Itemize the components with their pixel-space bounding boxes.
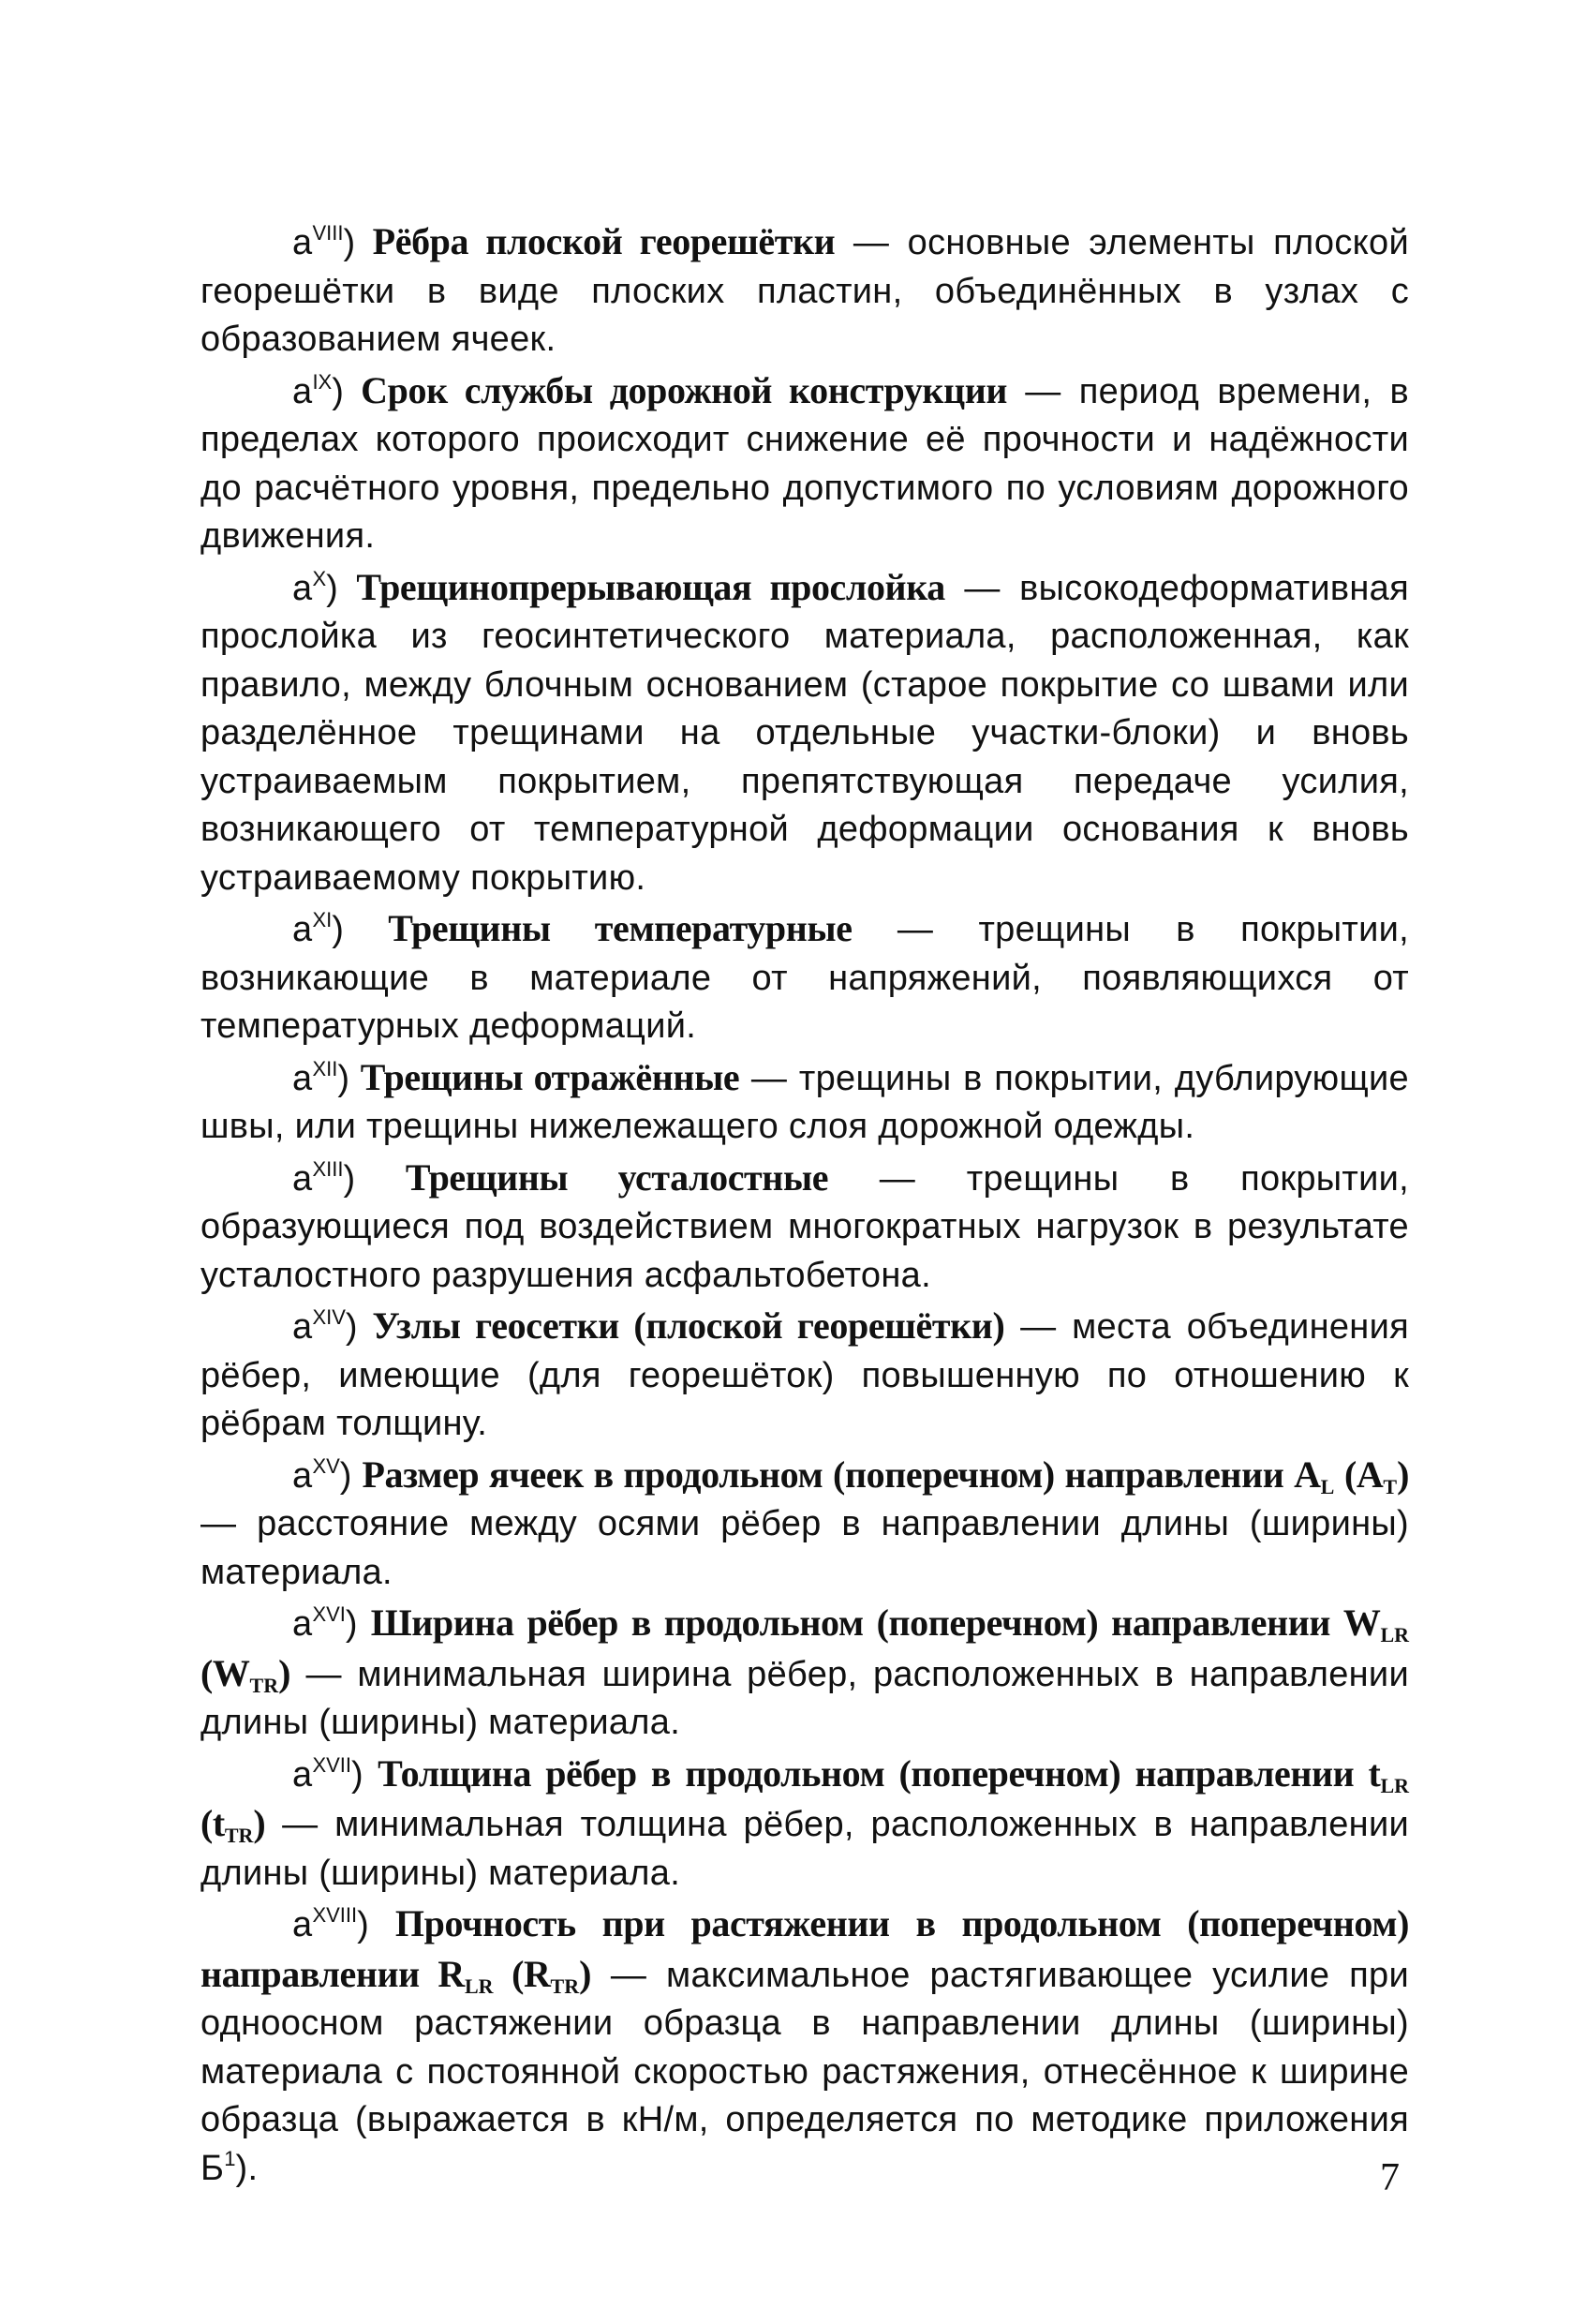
term: Трещины усталостные xyxy=(355,1155,829,1199)
definition-rib-width xyxy=(200,1599,1409,1748)
item-marker-close: ) xyxy=(332,910,345,949)
item-marker-close: ) xyxy=(326,568,339,608)
subscript: T xyxy=(1383,1474,1398,1498)
definition-text: — период времени, в пределах которого происходит снижение её прочности и надёжности до расчётного уровня, предельно допустимого по условиям дорожного движения. xyxy=(200,371,1409,556)
term-text-end: ) xyxy=(579,1952,592,1995)
definition-text: — высокодеформативная прослойка из геосинтетического материала, расположенная, как правило, между блочным основанием (старое покрытие со швами или разделённое трещинами на отдельные участки-блоки) и вновь устраиваемым покрытием, препятствующая передаче усилия, возникающего от температурной деформации основания к вновь устраиваемому покрытию. xyxy=(200,568,1409,898)
item-marker: а xyxy=(292,1604,313,1644)
definition-text: — трещины в покрытии, образующиеся под воздействием многократных нагрузок в результате усталостного разрушения асфальтобетона. xyxy=(200,1158,1409,1295)
definition-text: — максимальное растягивающее усилие при одноосном растяжении образца в направлении длины (ширины) материала с постоянной скоростью растяжения, отнесённое к ширине образца (выражается в кН/м, определяется по методике приложения Б xyxy=(200,1955,1409,2188)
definition-text: — расстояние между осями рёбер в направлении длины (ширины) материала. xyxy=(200,1504,1409,1592)
definition-service-life xyxy=(200,366,1409,561)
term-text: Толщина рёбер в продольном (поперечном) направлении t xyxy=(363,1751,1381,1795)
item-marker-close: ) xyxy=(345,1604,358,1644)
item-superscript: VIII xyxy=(312,221,344,245)
item-superscript: XIII xyxy=(312,1156,344,1181)
term xyxy=(352,1453,1409,1496)
term: Трещины температурные xyxy=(344,907,853,949)
definition-text: — трещины в покрытии, дублирующие швы, или трещины нижележащего слоя дорожной одежды. xyxy=(200,1058,1409,1146)
item-marker: а xyxy=(292,223,313,262)
definition-crack-interrupting-layer xyxy=(200,563,1409,903)
item-marker: а xyxy=(292,568,313,608)
item-superscript: XIV xyxy=(312,1305,346,1329)
item-superscript: XVI xyxy=(312,1602,346,1626)
item-marker-close: ) xyxy=(337,1058,350,1098)
definition-text: — основные элементы плоской георешётки в виде плоских пластин, объединённых в узлах с образованием ячеек. xyxy=(200,223,1409,359)
item-marker: а xyxy=(292,371,313,411)
item-marker-close: ) xyxy=(345,1307,358,1347)
document-body xyxy=(200,217,1409,2195)
item-superscript: XII xyxy=(312,1056,338,1080)
term-text-mid: (R xyxy=(493,1952,551,1995)
footnote-reference: 1 xyxy=(224,2146,236,2170)
item-marker: а xyxy=(292,1307,313,1347)
term-text-mid: (A xyxy=(1334,1452,1384,1496)
definition-text-end: ). xyxy=(235,2148,259,2188)
definition-tensile-strength xyxy=(200,1899,1409,2193)
definition-reflective-cracks xyxy=(200,1053,1409,1152)
subscript: LR xyxy=(1380,1773,1409,1797)
definition-fatigue-cracks xyxy=(200,1154,1409,1301)
item-superscript: X xyxy=(312,566,327,590)
term-text-mid: (W xyxy=(200,1651,250,1694)
term: Трещины отражённые xyxy=(349,1055,740,1098)
definition-grid-nodes xyxy=(200,1302,1409,1449)
term-text-end: ) xyxy=(253,1802,266,1844)
page-number: 7 xyxy=(1380,2156,1400,2199)
definition-text: — минимальная ширина рёбер, расположенных в направлении длины (ширины) материала. xyxy=(200,1654,1409,1742)
definition-text: — места объединения рёбер, имеющие (для георешёток) повышенную по отношению к рёбрам толщину. xyxy=(200,1307,1409,1443)
subscript: LR xyxy=(464,1974,494,1998)
term-text-end: ) xyxy=(278,1651,291,1694)
subscript: TR xyxy=(249,1673,279,1697)
item-marker-close: ) xyxy=(332,371,345,411)
term: Трещинопрерывающая прослойка xyxy=(338,565,945,608)
item-superscript: IX xyxy=(312,369,333,394)
definition-cell-size xyxy=(200,1451,1409,1598)
term-text-mid: (t xyxy=(200,1802,225,1844)
item-marker-close: ) xyxy=(343,223,356,262)
item-marker: а xyxy=(292,910,313,949)
term-text-end: ) xyxy=(1397,1452,1409,1496)
definition-text: — минимальная толщина рёбер, расположенных в направлении длины (ширины) материала. xyxy=(200,1805,1409,1893)
definition-ribs-of-flat-geogrid xyxy=(200,217,1409,365)
subscript: LR xyxy=(1380,1623,1409,1646)
definition-rib-thickness xyxy=(200,1750,1409,1899)
subscript: TR xyxy=(550,1974,580,1998)
subscript: TR xyxy=(224,1824,254,1847)
item-superscript: XVIII xyxy=(312,1903,358,1927)
item-marker-close: ) xyxy=(357,1905,370,1944)
item-marker-close: ) xyxy=(351,1754,363,1795)
subscript: L xyxy=(1320,1474,1335,1498)
item-marker: а xyxy=(292,1754,313,1795)
item-marker-close: ) xyxy=(339,1455,352,1496)
item-marker: а xyxy=(292,1058,313,1098)
term: Рёбра плоской георешётки xyxy=(355,220,836,262)
item-superscript: XVII xyxy=(312,1752,352,1777)
item-marker: а xyxy=(292,1455,313,1496)
item-marker: а xyxy=(292,1158,313,1199)
item-marker-close: ) xyxy=(343,1158,356,1199)
item-superscript: XV xyxy=(312,1453,340,1478)
term-text: Прочность при растяжении в продольном (поперечном) направлении R xyxy=(200,1902,1409,1995)
item-marker: а xyxy=(292,1905,313,1944)
term-text: Размер ячеек в продольном (поперечном) направлении A xyxy=(351,1452,1321,1496)
term-text: Ширина рёбер в продольном (поперечном) направлении W xyxy=(357,1601,1381,1644)
definition-text: — трещины в покрытии, возникающие в материале от напряжений, появляющихся от температурных деформаций. xyxy=(200,910,1409,1046)
term: Срок службы дорожной конструкции xyxy=(344,368,1008,411)
item-superscript: XI xyxy=(312,908,333,931)
definition-thermal-cracks xyxy=(200,904,1409,1051)
term: Узлы геосетки (плоской георешётки) xyxy=(357,1304,1005,1347)
